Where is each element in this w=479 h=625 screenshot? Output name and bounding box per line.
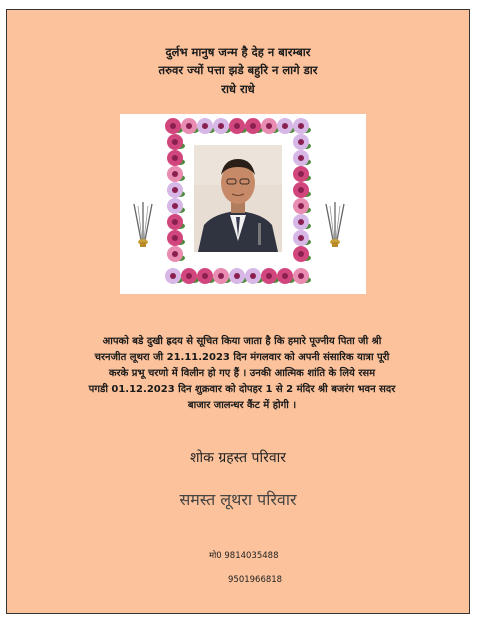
incense-sticks-right-icon (320, 200, 350, 250)
wreath-flower-center (298, 219, 304, 225)
wreath-flower-center (170, 123, 176, 129)
wreath-flower-center (266, 123, 272, 129)
verse-line-2: तरुवर ज्यों पत्ता झडे बहुरि न लागे डार (158, 63, 318, 77)
family-name-label: समस्त लूथरा परिवार (179, 490, 297, 509)
wreath-flower-center (298, 187, 304, 193)
message-line-5: बाजार जालन्धर कैंट में होगी । (187, 400, 297, 411)
wreath-flower-center (298, 273, 304, 279)
wreath-flower-center (172, 203, 178, 209)
wreath-flower-center (298, 203, 304, 209)
verse-line-3: राधे राधे (221, 82, 255, 96)
message-line-1: आपको बडे दुखी ह्रदय से सूचित किया जाता है कि हमारे पूज्नीय पिता जी श्री (102, 336, 382, 347)
wreath-flower-center (218, 123, 224, 129)
wreath-flower-center (298, 155, 304, 161)
verse-line-1: दुर्लभ मानुष जन्म है देह न बारम्बार (165, 45, 311, 59)
grieving-family-label: शोक ग्रहस्त परिवार (190, 450, 286, 466)
wreath-flower-center (186, 273, 192, 279)
wreath-flower-center (282, 123, 288, 129)
wreath-flower-center (250, 273, 256, 279)
portrait-image (194, 145, 282, 252)
wreath-flower-center (298, 139, 304, 145)
condolence-card (6, 9, 470, 614)
portrait-photo (194, 145, 282, 252)
phone-number-1: मो0 9814035488 (209, 551, 279, 561)
wreath-flower-center (266, 273, 272, 279)
wreath-flower-center (170, 273, 176, 279)
phone-number-2: 9501966818 (228, 575, 283, 585)
memorial-photo-panel (120, 114, 366, 294)
wreath-flower-center (172, 251, 178, 257)
message-line-3: करके प्रभू चरणो में विलीन हो गए हैं । उनकी आत्मिक शांति के लिये रसम (108, 368, 376, 379)
wreath-flower-center (298, 251, 304, 257)
wreath-flower-center (298, 235, 304, 241)
message-line-4: पगडी 01.12.2023 दिन शुक्रवार को दोपहर 1 से 2 मंदिर श्री बजरंग भवन सदर (88, 384, 396, 395)
wreath-flower-center (234, 273, 240, 279)
wreath-flower-center (172, 155, 178, 161)
wreath-flower-center (218, 273, 224, 279)
wreath-flower-center (202, 273, 208, 279)
incense-sticks-left-icon (128, 200, 158, 250)
wreath-flower-center (298, 123, 304, 129)
wreath-flower-center (172, 171, 178, 177)
wreath-flower-center (186, 123, 192, 129)
message-line-2: चरनजीत लूथरा जी 21.11.2023 दिन मंगलवार को अपनी संसारिक यात्रा पूरी (94, 352, 390, 363)
wreath-flower-center (298, 171, 304, 177)
wreath-flower-center (234, 123, 240, 129)
wreath-flower-center (172, 235, 178, 241)
wreath-flower-center (202, 123, 208, 129)
wreath-flower-center (250, 123, 256, 129)
wreath-flower-center (172, 187, 178, 193)
wreath-flower-center (282, 273, 288, 279)
wreath-flower-center (172, 139, 178, 145)
wreath-flower-center (172, 219, 178, 225)
